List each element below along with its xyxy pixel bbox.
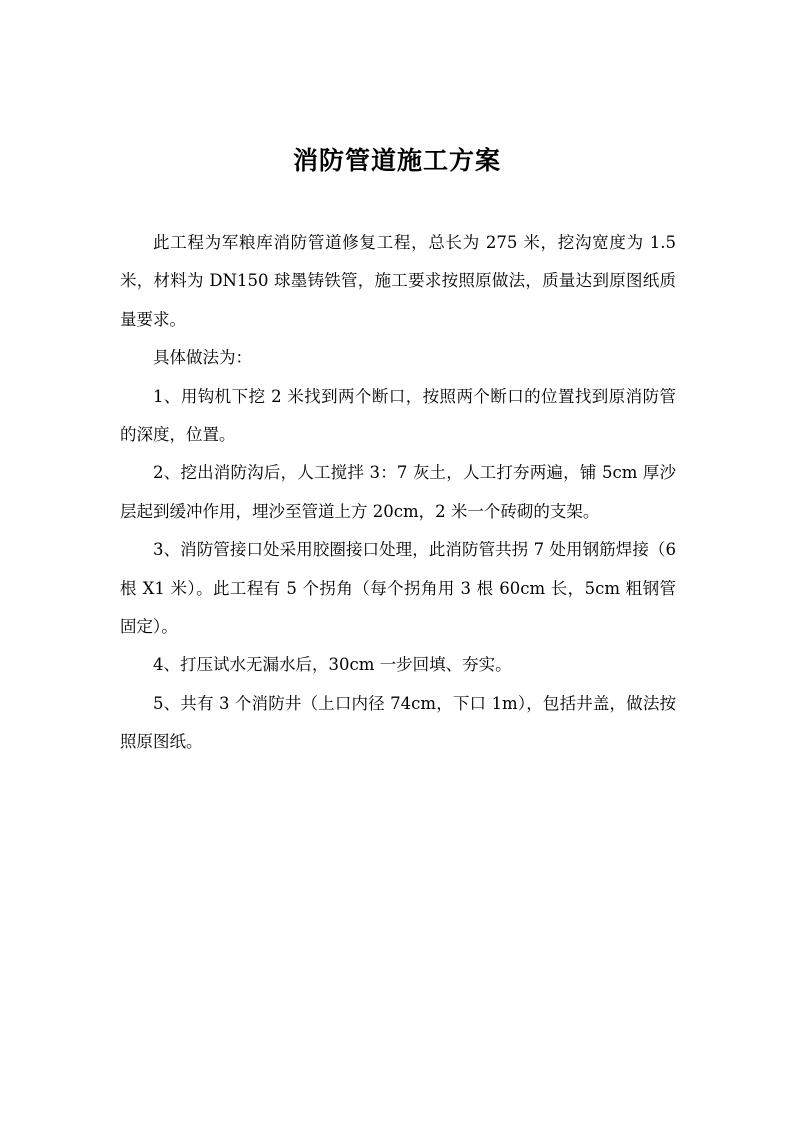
- paragraph-intro: 此工程为军粮库消防管道修复工程，总长为 275 米，挖沟宽度为 1.5 米，材料为 DN150 球墨铸铁管，施工要求按照原做法，质量达到原图纸质量要求。: [120, 233, 676, 329]
- document-title: 消防管道施工方案: [292, 146, 501, 175]
- paragraph-step-5: 5、共有 3 个消防井（上口内径 74cm，下口 1m），包括井盖，做法按照原图纸。: [120, 693, 676, 752]
- paragraph-step-4: 4、打压试水无漏水后，30cm 一步回填、夯实。: [153, 655, 512, 675]
- paragraph-step-3: 3、消防管接口处采用胶圈接口处理，此消防管共拐 7 处用钢筋焊接（6 根 X1 米）。此工程有 5 个拐角（每个拐角用 3 根 60cm 长，5cm 粗钢管固定）。: [120, 540, 676, 637]
- paragraph-step-2: 2、挖出消防沟后，人工搅拌 3：7 灰土，人工打夯两遍，铺 5cm 厚沙层起到缓冲作用，埋沙至管道上方 20cm，2 米一个砖砌的支架。: [120, 463, 676, 521]
- document-body: [120, 224, 676, 762]
- paragraph-method-heading: 具体做法为：: [153, 348, 252, 368]
- paragraph-step-1: 1、用钩机下挖 2 米找到两个断口，按照两个断口的位置找到原消防管的深度，位置。: [120, 386, 676, 445]
